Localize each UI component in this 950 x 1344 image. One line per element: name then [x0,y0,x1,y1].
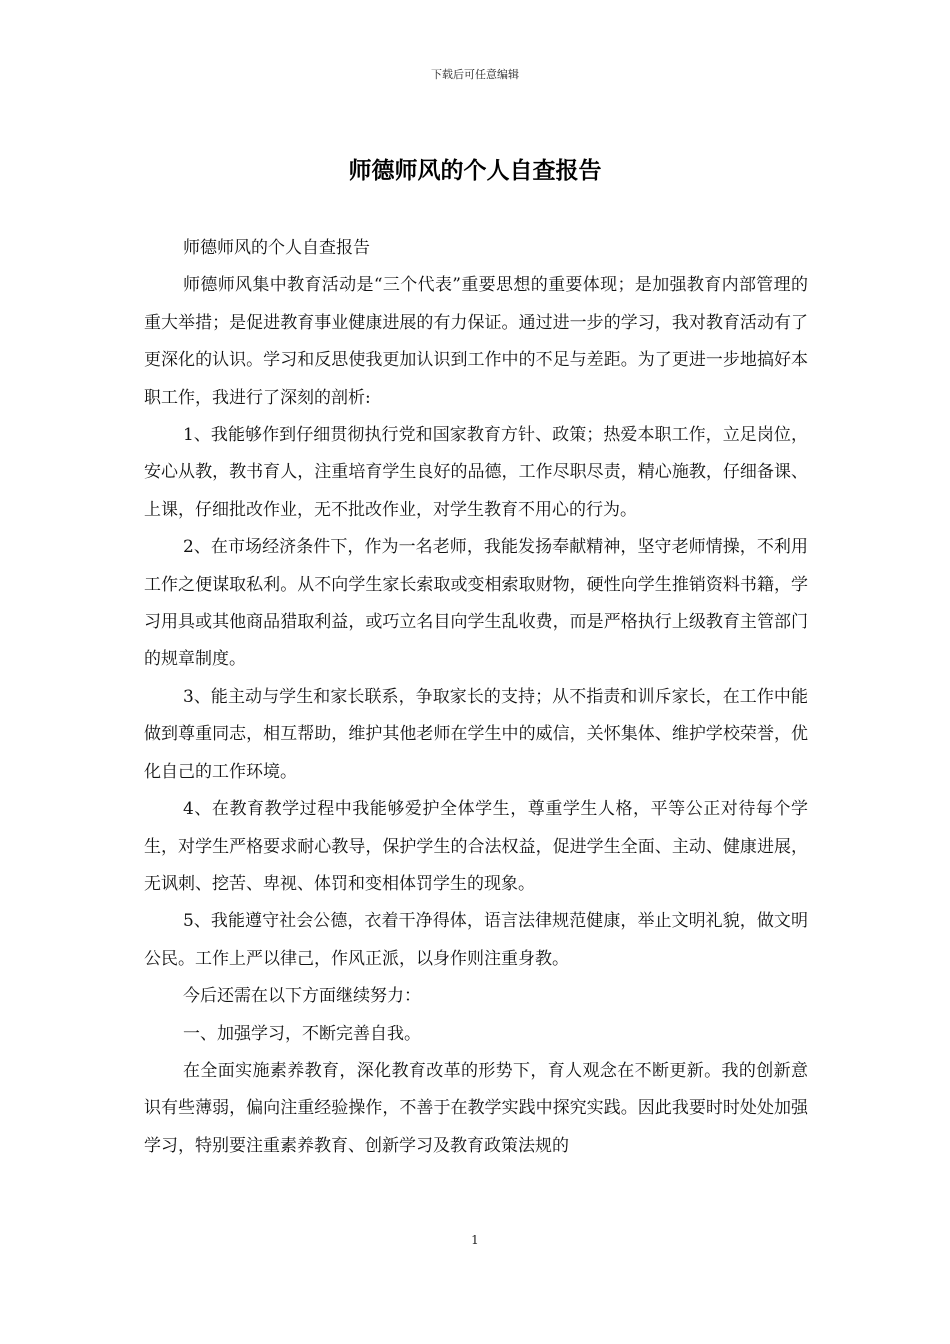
paragraph-item-1: 1、我能够作到仔细贯彻执行党和国家教育方针、政策；热爱本职工作，立足岗位，安心从教，教书育人，注重培育学生良好的品德，工作尽职尽责，精心施教，仔细备课、上课，仔细批改作业，无不批改作业，对学生教育不用心的行为。 [144,425,808,520]
paragraph-item-5: 5、我能遵守社会公德，衣着干净得体，语言法律规范健康，举止文明礼貌，做文明公民。工作上严以律己，作风正派，以身作则注重身教。 [144,911,808,969]
paragraph-item-3: 3、能主动与学生和家长联系，争取家长的支持；从不指责和训斥家长，在工作中能做到尊重同志，相互帮助，维护其他老师在学生中的威信，关怀集体、维护学校荣誉，优化自己的工作环境。 [144,686,808,782]
paragraph-item-4: 4、在教育教学过程中我能够爱护全体学生，尊重学生人格，平等公正对待每个学生，对学生严格要求耐心教导，保护学生的合法权益，促进学生全面、主动、健康进展，无讽刺、挖苦、卑视、体罚和变相体罚学生的现象。 [144,799,808,894]
paragraph-subtitle: 师德师风的个人自查报告 [183,238,370,258]
paragraph-section-body-1: 在全面实施素养教育，深化教育改革的形势下，育人观念在不断更新。我的创新意识有些薄弱，偏向注重经验操作，不善于在教学实践中探究实践。因此我要时时处处加强学习，特别要注重素养教育、创新学习及教育政策法规的 [144,1060,808,1156]
paragraph-intro: 师德师风集中教育活动是“三个代表”重要思想的重要体现；是加强教育内部管理的重大举措；是促进教育事业健康进展的有力保证。通过进一步的学习，我对教育活动有了更深化的认识。学习和反思使我更加认识到工作中的不足与差距。为了更进一步地搞好本职工作，我进行了深刻的剖析: [144,275,808,408]
page-number: 1 [471,1233,479,1247]
document-body [144,230,808,1165]
paragraph-item-2: 2、在市场经济条件下，作为一名老师，我能发扬奉献精神，坚守老师情操，不利用工作之便谋取私利。从不向学生家长索取或变相索取财物，硬性向学生推销资料书籍，学习用具或其他商品猎取利益，或巧立名目向学生乱收费，而是严格执行上级教育主管部门的规章制度。 [144,537,808,670]
paragraph-future-intro: 今后还需在以下方面继续努力： [183,986,421,1007]
page-header-note: 下载后可任意编辑 [431,68,519,81]
document-title: 师德师风的个人自查报告 [348,158,602,184]
paragraph-section-heading-1: 一、加强学习，不断完善自我。 [183,1023,421,1044]
